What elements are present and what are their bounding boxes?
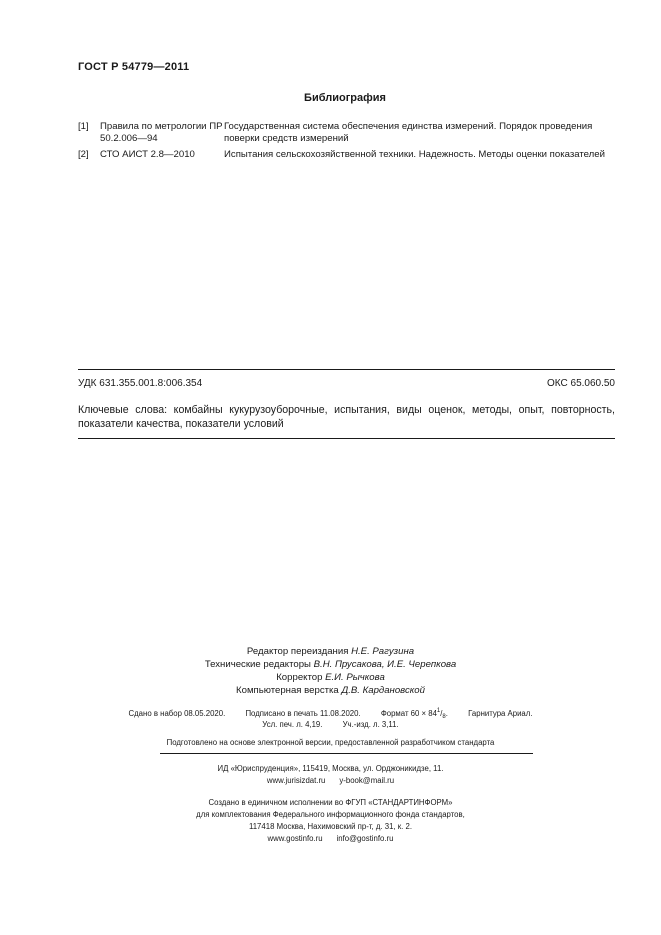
credit-line xyxy=(0,658,661,671)
entry-description: Испытания сельскохозяйственной техники. Надежность. Методы оценки показателей xyxy=(224,149,605,160)
udk-code: УДК 631.355.001.8:006.354 xyxy=(78,378,203,389)
credit-line xyxy=(0,671,661,684)
credit-line xyxy=(0,684,661,697)
typeface: Гарнитура Ариал. xyxy=(468,709,533,718)
keywords: Ключевые слова: комбайны кукурузоуборочные, испытания, виды оценок, методы, опыт, повторность, показатели качества, показатели условий xyxy=(78,404,615,430)
divider-bottom xyxy=(78,438,615,439)
publisher-email[interactable]: y-book@mail.ru xyxy=(339,776,395,785)
bibliography-title: Библиография xyxy=(304,92,386,104)
entry-description: Государственная система обеспечения единства измерений. Порядок проведения поверки средств измерений xyxy=(224,121,593,144)
publisher-contacts xyxy=(0,775,661,787)
credit-role: Компьютерная верстка xyxy=(236,685,339,696)
creator-website[interactable]: www.gostinfo.ru xyxy=(267,834,323,843)
credit-name: Е.И. Рычкова xyxy=(325,672,385,683)
credit-role: Корректор xyxy=(276,672,323,683)
entry-number: [2] xyxy=(78,149,89,160)
credit-role: Редактор переиздания xyxy=(246,646,349,657)
bibliography-list xyxy=(78,121,618,165)
credit-name: В.Н. Прусакова, И.Е. Черепкова xyxy=(313,659,457,670)
print-info-line-2 xyxy=(0,720,661,729)
publisher-address: ИД «Юриспруденция», 115419, Москва, ул. Орджоникидзе, 11. xyxy=(217,764,444,773)
publisher-website[interactable]: www.jurisizdat.ru xyxy=(266,776,326,785)
oks-code: ОКС 65.060.50 xyxy=(547,378,615,389)
document-id: ГОСТ Р 54779—2011 xyxy=(78,61,190,73)
credits-block xyxy=(0,645,661,697)
submitted-date: Сдано в набор 08.05.2020. xyxy=(128,709,226,718)
credit-role: Технические редакторы xyxy=(204,659,311,670)
credit-name: Д.В. Кардановской xyxy=(341,685,425,696)
bibliography-entry xyxy=(78,149,618,161)
credit-line xyxy=(0,645,661,658)
creator-email[interactable]: info@gostinfo.ru xyxy=(336,834,394,843)
creator-block xyxy=(0,797,661,845)
credit-name: Н.Е. Рагузина xyxy=(351,646,415,657)
bibliography-entry xyxy=(78,121,618,145)
publication-sheets: Уч.-изд. л. 3,11. xyxy=(342,720,399,729)
entry-source: Правила по метрологии ПР 50.2.006—94 xyxy=(100,121,223,144)
prepared-note: Подготовлено на основе электронной версии, предоставленной разработчиком стандарта xyxy=(166,738,495,747)
creator-address: 117418 Москва, Нахимовский пр-т, д. 31, к. 2. xyxy=(248,822,413,831)
creator-line-1: Создано в единичном исполнении во ФГУП «СТАНДАРТИНФОРМ» xyxy=(208,798,453,807)
divider-top xyxy=(78,369,615,370)
print-info-line-1 xyxy=(0,708,661,720)
creator-line-2: для комплектования Федерального информационного фонда стандартов, xyxy=(196,810,465,819)
printed-sheets: Усл. печ. л. 4,19. xyxy=(262,720,323,729)
signed-date: Подписано в печать 11.08.2020. xyxy=(245,709,361,718)
entry-number: [1] xyxy=(78,121,89,132)
publisher-block xyxy=(0,763,661,787)
entry-source: СТО АИСТ 2.8—2010 xyxy=(100,149,195,160)
paper-format: Формат $60 \times 84^1/_8$. xyxy=(380,708,448,720)
creator-contacts xyxy=(0,833,661,845)
divider-footer xyxy=(160,753,533,754)
